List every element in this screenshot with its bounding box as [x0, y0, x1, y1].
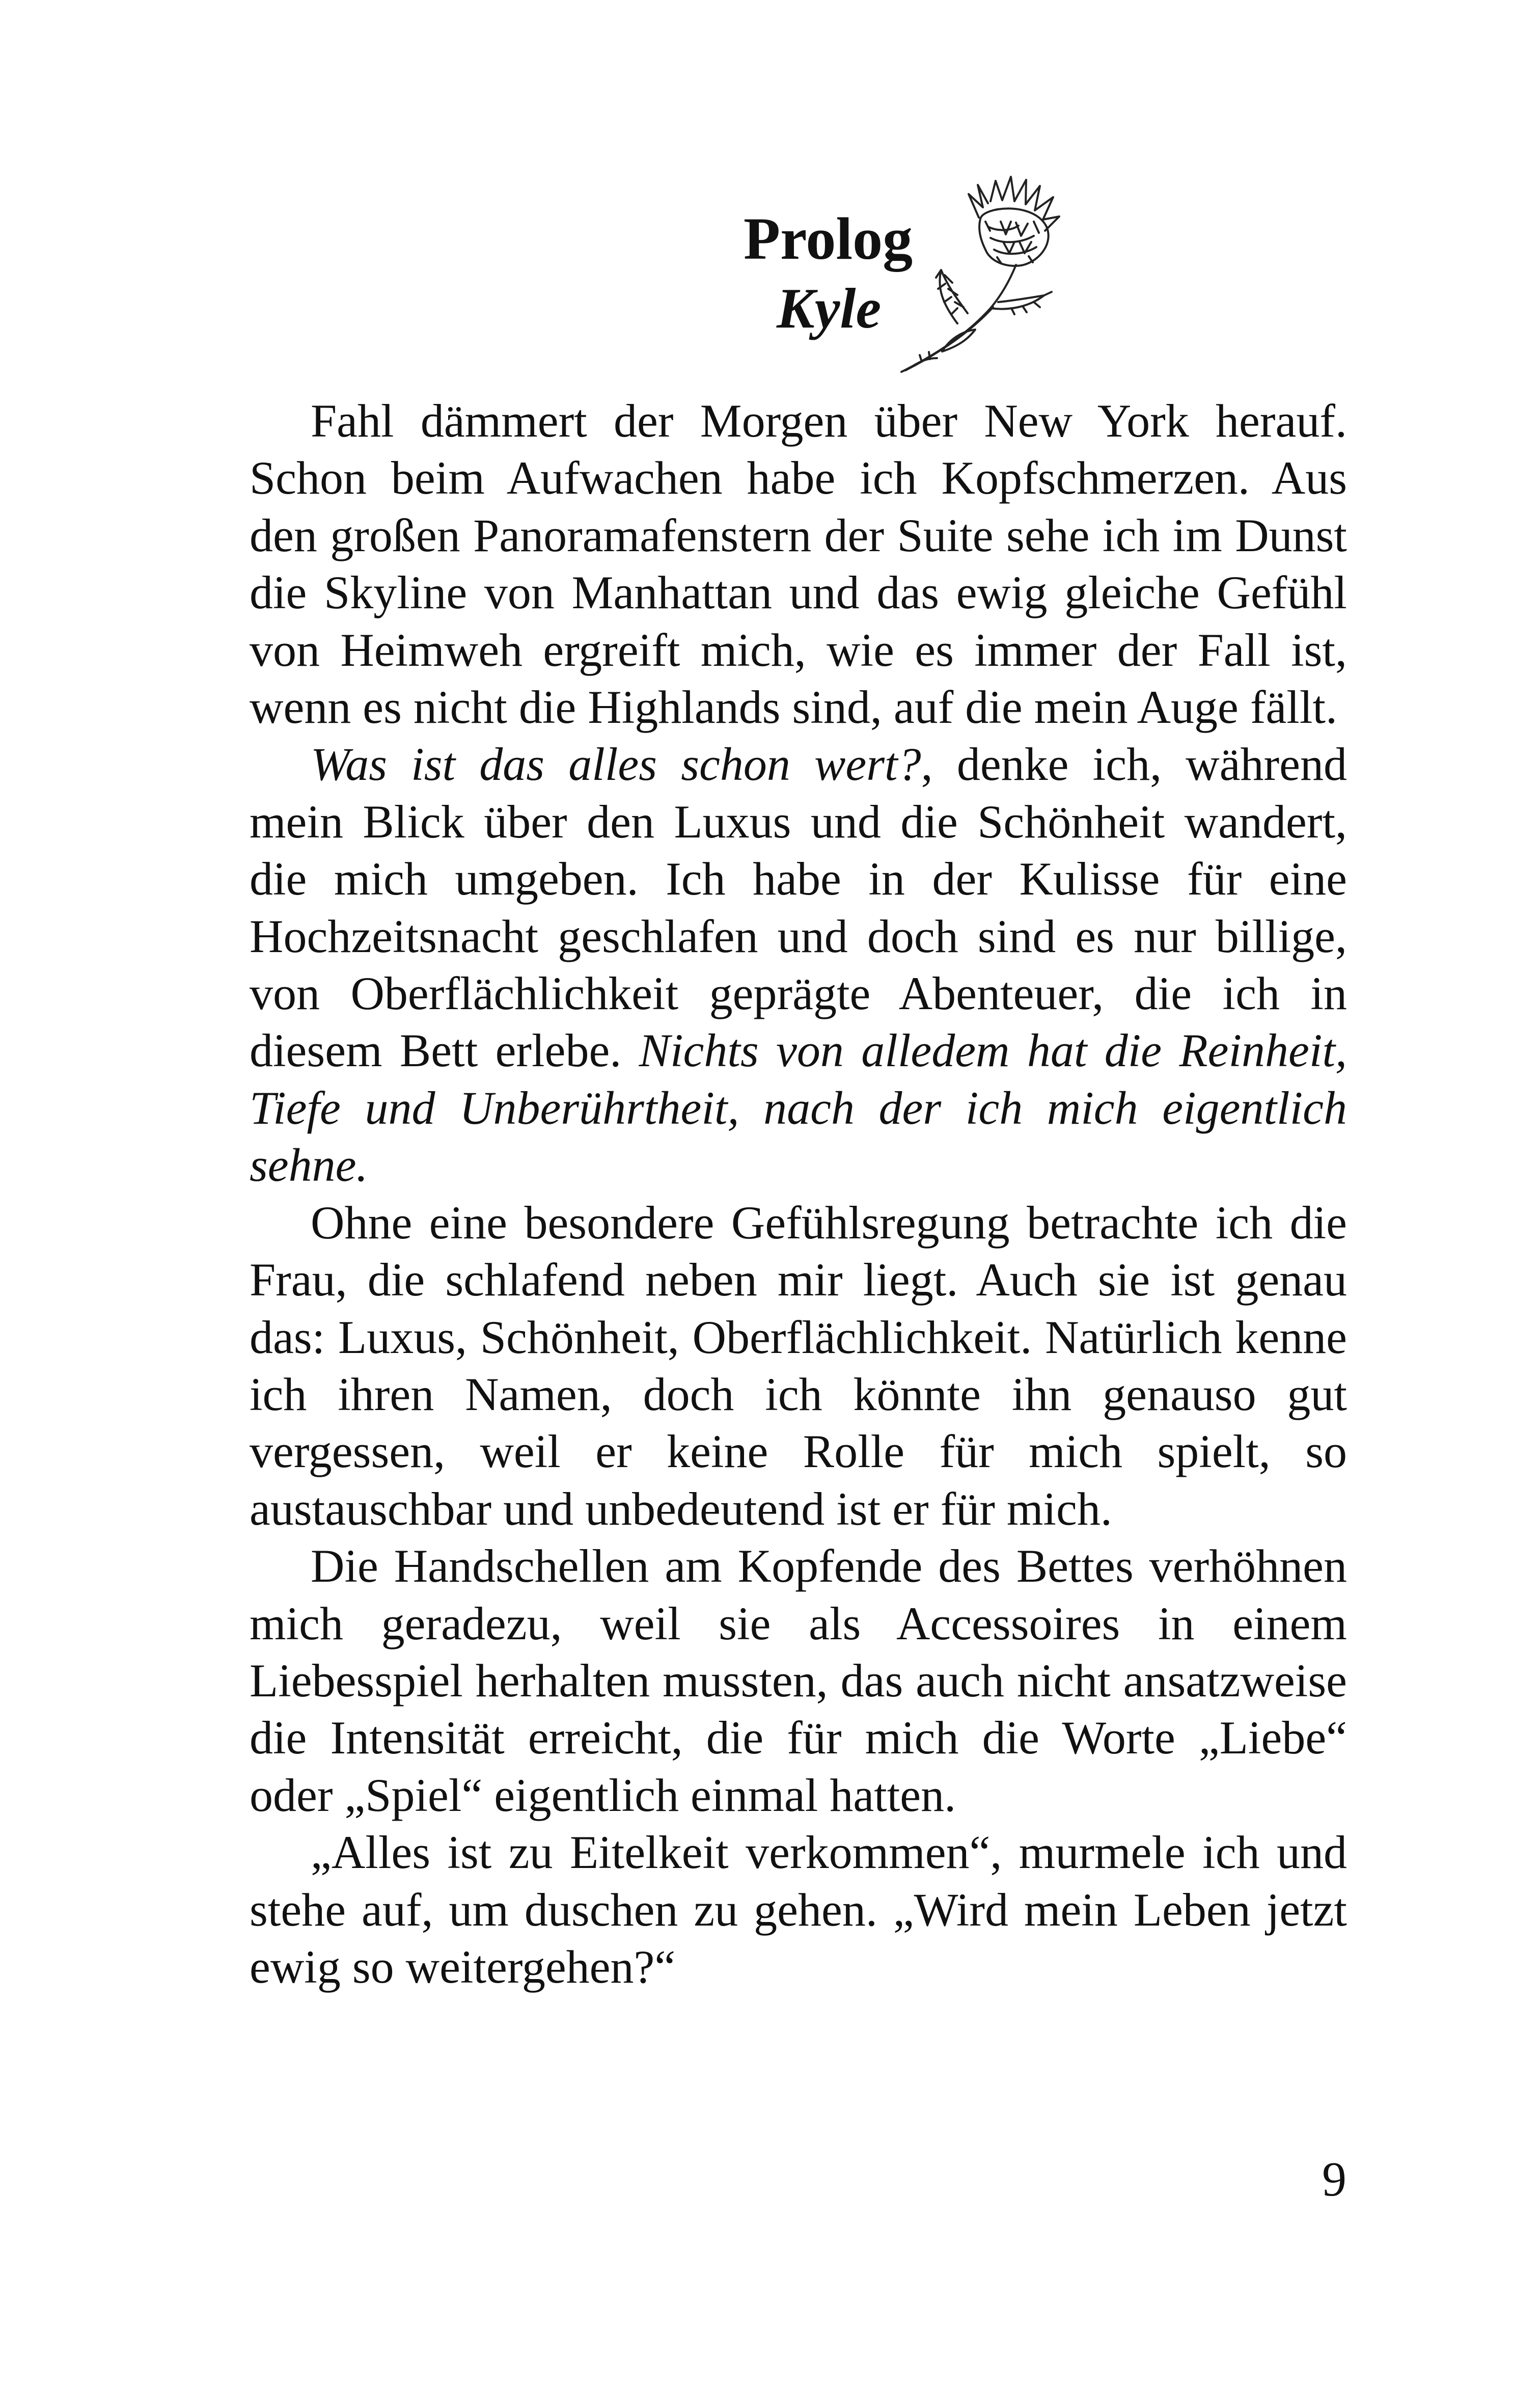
page-number: 9	[1322, 2152, 1346, 2206]
text-run: , denke ich, während mein Blick über den Luxus und die Schönheit wandert, die mich umgeben. Ich habe in der Kulisse für eine Hochzeitsnacht geschlafen und doch sind es nur billige, von Oberflächlichkeit geprägte Abenteuer, die ich in diesem Bett erlebe.	[250, 738, 1347, 1077]
text-run: Die Handschellen am Kopfende des Bettes verhöhnen mich geradezu, weil sie als Accessoires in einem Liebesspiel herhalten mussten, das auch nicht ansatzweise die Intensität erreicht, die für mich die Worte „Liebe“ oder „Spiel“ eigentlich einmal hatten.	[250, 1540, 1347, 1821]
italic-text: Was ist das alles schon wert?	[311, 738, 921, 791]
body-text	[250, 392, 1347, 1995]
paragraph	[250, 1537, 1347, 1824]
paragraph	[250, 736, 1347, 1194]
text-run: Fahl dämmert der Morgen über New York herauf. Schon beim Aufwachen habe ich Kopfschmerzen. Aus den großen Panoramafenstern der Suite sehe ich im Dunst die Skyline von Manhattan und das ewig gleiche Gefühl von Heimweh ergreift mich, wie es immer der Fall ist, wenn es nicht die Highlands sind, auf die mein Auge fällt.	[250, 395, 1347, 734]
chapter-title: Prolog	[744, 205, 913, 272]
paragraph	[250, 1194, 1347, 1537]
thistle-icon	[881, 171, 1095, 385]
chapter-subtitle: Kyle	[777, 277, 882, 340]
text-run: „Alles ist zu Eitelkeit verkommen“, murmele ich und stehe auf, um duschen zu gehen. „Wird mein Leben jetzt ewig so weitergehen?“	[250, 1826, 1347, 1993]
italic-text: Nichts von alledem hat die Reinheit, Tiefe und Unberührtheit, nach der ich mich eigentlich sehne.	[250, 1024, 1347, 1192]
text-run: Ohne eine besondere Gefühlsregung betrachte ich die Frau, die schlafend neben mir liegt. Auch sie ist genau das: Luxus, Schönheit, Oberflächlichkeit. Natürlich kenne ich ihren Namen, doch ich könnte ihn genauso gut vergessen, weil er keine Rolle für mich spielt, so austauschbar und unbedeutend ist er für mich.	[250, 1196, 1347, 1535]
paragraph	[250, 1824, 1347, 1995]
paragraph	[250, 392, 1347, 736]
